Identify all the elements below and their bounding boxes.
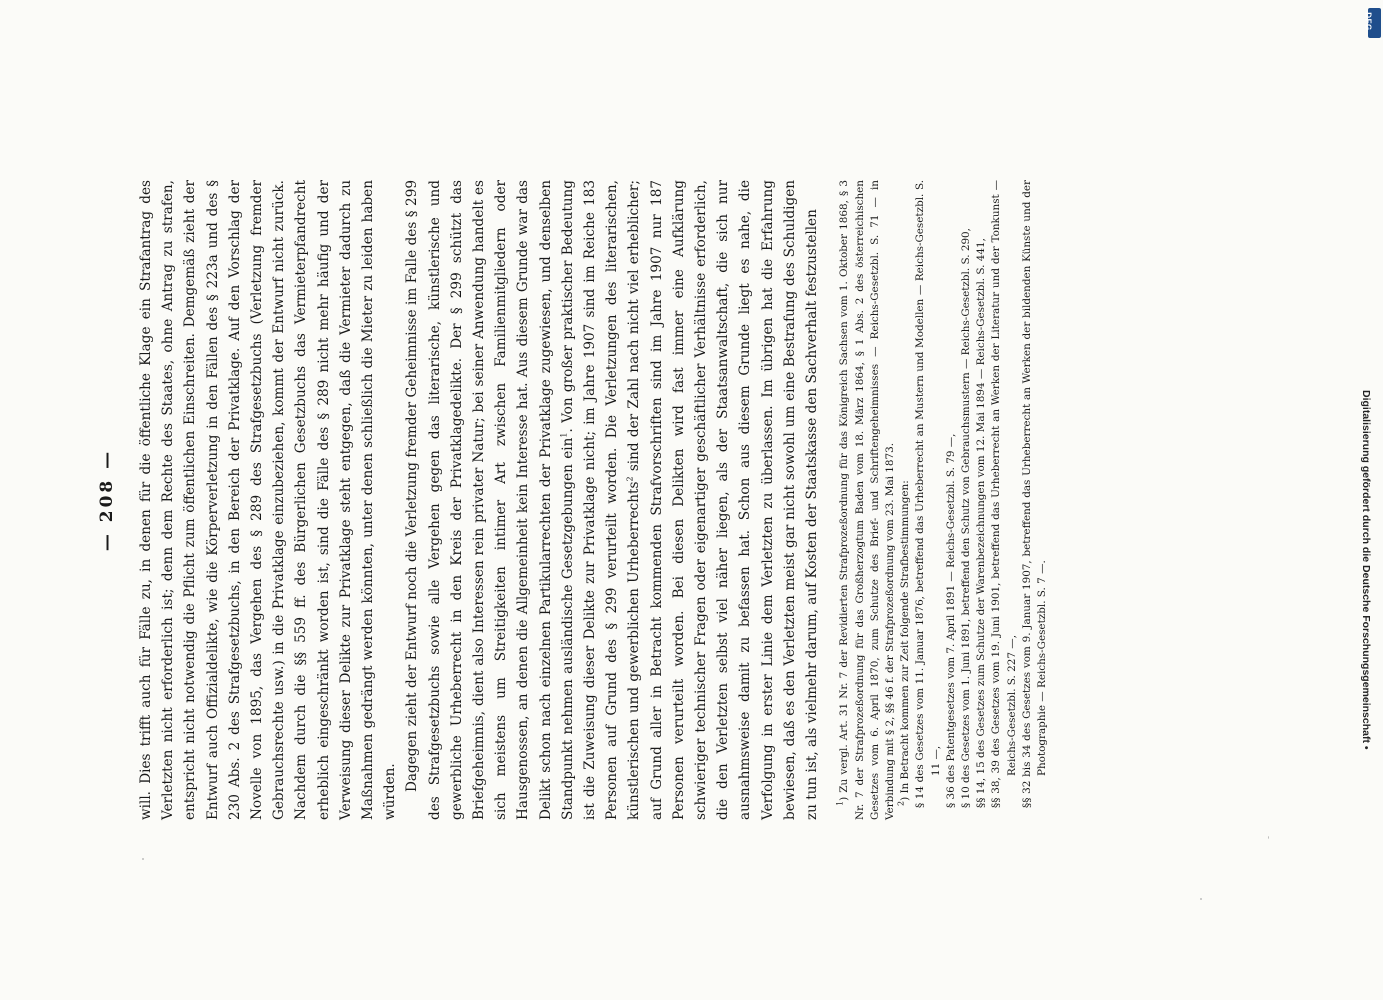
footnotes bbox=[837, 180, 1050, 820]
dfg-logo-text: DFG bbox=[1363, 12, 1373, 31]
footnote-2-item: § 14 des Gesetzes vom 11. Januar 1876, betreffend das Urheberrecht an Mustern und Modellen — Reichs-Gesetzbl. S. 11 —, bbox=[914, 180, 942, 808]
page-number: — 208 — bbox=[97, 448, 117, 552]
main-text bbox=[135, 180, 823, 820]
footnote-2-item: §§ 14, 15 des Gesetzes zum Schutze der Warenbezeichnungen vom 12. Mai 1894 — Reichs-Gesetzbl. S. 441, bbox=[975, 238, 988, 808]
paragraph-2-part-a: Dagegen zieht der Entwurf noch die Verletzung fremder Geheimnisse im Falle des § 299 des Strafgesetzbuchs sowie alle Vergehen gegen das literarische, künstlerische und gewerbliche Urheberrecht in den Kreis der Privatklagedelikte. Der § 299 schützt das Briefgeheimnis, dient also Interessen rein privater Natur; bei seiner Anwendung handelt es sich meistens um Streitigkeiten intimer Art zwischen Familienmitgliedern oder Hausgenossen, an denen die Allgemeinheit kein Interesse hat. Aus diesem Grunde war das Delikt schon nach einzelnen Partikularrechten der Privatklage zugewiesen, und denselben Standpunkt nehmen ausländische Gesetzgebungen ein bbox=[404, 180, 576, 820]
paragraph-2-part-c: sind der Zahl nach nicht viel erheblicher; auf Grund aller in Betracht kommenden Strafvorschriften sind im Jahre 1907 nur 187 Personen verurteilt worden. Bei diesen Delikten wird fast immer eine Aufklärung schwieriger technischer Fragen oder eigenartiger geschäftlicher Verhältnisse erforderlich, die den Verletzten selbst viel näher liegen, als der Staatsanwaltschaft, die sich nur ausnahmsweise damit zu befassen hat. Schon aus diesem Grunde liegt es nahe, die Verfolgung in erster Linie dem Verletzten zu überlassen. Im übrigen hat die Erfahrung bewiesen, daß es den Verletzten meist gar nicht sowohl um eine Bestrafung des Schuldigen zu tun ist, als vielmehr darum, auf Kosten der Staatskasse den Sachverhalt festzustellen bbox=[626, 180, 821, 820]
page-content bbox=[135, 180, 1050, 820]
scan-speck bbox=[142, 858, 144, 860]
scanned-page bbox=[97, 180, 1215, 820]
footnote-1-mark: 1 bbox=[835, 800, 845, 806]
footnote-2-item: §§ 38, 39 des Gesetzes vom 19. Juni 1901, betreffend das Urheberrecht an Werken der Literatur und der Tonkunst — Reichs-Gesetzbl. S. 227 —, bbox=[990, 180, 1018, 808]
digitization-credit bbox=[1360, 390, 1373, 750]
paragraph-2-part-b: . Von großer praktischer Bedeutung ist die Zuweisung dieser Delikte zur Privatklage nicht; im Jahre 1907 sind im Reiche 183 Personen auf Grund des § 299 verurteilt worden. Die Verletzungen des literarischen, künstlerischen und gewerblichen Urheberrechts bbox=[559, 180, 643, 820]
footnote-ref-2: 2 bbox=[625, 476, 635, 482]
digitization-credit-text: Digitalisierung gefördert durch die Deutsche Forschungsgemeinschaft • bbox=[1360, 390, 1372, 750]
footnote-ref-1: 1 bbox=[559, 432, 569, 438]
paragraph-1: will. Dies trifft auch für Fälle zu, in denen für die öffentliche Klage ein Strafantrag des Verletzten nicht erforderlich ist; denn dem Rechte des Staates, ohne Antrag zu strafen, entspricht nicht notwendig die Pflicht zum öffentlichen Einschreiten. Demgemäß zieht der Entwurf auch Offizialdelikte, wie die Körperverletzung in den Fällen des § 223a und des § 230 Abs. 2 des Strafgesetzbuchs, in den Bereich der Privatklage. Auf den Vorschlag der Novelle von 1895, das Vergehen des § 289 des Strafgesetzbuchs (Verletzung fremder Gebrauchsrechte usw.) in die Privatklage einzubeziehen, kommt der Entwurf nicht zurück. Nachdem durch die §§ 559 ff. des Bürgerlichen Gesetzbuchs das Vermieterpfandrecht erheblich eingeschränkt worden ist, sind die Fälle des § 289 nicht mehr häufig und der Verweisung dieser Delikte zur Privatklage steht entgegen, daß die Vermieter dadurch zu Maßnahmen gedrängt werden könnten, unter denen schließlich die Mieter zu leiden haben würden. bbox=[138, 180, 399, 820]
footnote-2-item: § 10 des Gesetzes vom 1. Juni 1891, betreffend den Schutz von Gebrauchsmustern — Reichs-Gesetzbl. S. 290, bbox=[959, 228, 972, 808]
paragraph-2 bbox=[401, 180, 823, 820]
footnote-2 bbox=[898, 180, 913, 820]
footnote-1 bbox=[837, 180, 898, 820]
footnote-2-item: §§ 32 bis 34 des Gesetzes vom 9. Januar 1907, betreffend das Urheberrecht an Werken der bildenden Künste und der Photographie — Reichs-Gesetzbl. S. 7 —. bbox=[1020, 180, 1048, 808]
dfg-logo bbox=[1363, 8, 1381, 38]
footnote-1-text: ) Zu vergl. Art. 31 Nr. 7 der Revidierten Strafprozeßordnung für das Königreich Sachsen vom 1. Oktober 1868, § 3 Nr. 7 der Strafprozeßordnung für das Großherzogtum Baden vom 18. März 1864, § 1 Abs. 2 des österreichischen Gesetzes vom 6. April 1870, zum Schutze des Brief- und Schriftengeheimnisses — Reichs-Gesetzbl. S. 71 — in Verbindung mit § 2, §§ 46 f. der Strafprozeßordnung vom 23. Mai 1873. bbox=[838, 180, 896, 820]
footnote-2-intro: ) In Betracht kommen zur Zeit folgende Strafbestimmungen: bbox=[899, 480, 912, 801]
footnote-2-mark: 2 bbox=[896, 800, 906, 806]
footnote-2-item: § 36 des Patentgesetzes vom 7. April 1891 — Reichs-Gesetzbl. S. 79 —, bbox=[944, 433, 957, 808]
scan-speck bbox=[1268, 836, 1269, 839]
scan-speck bbox=[1200, 898, 1202, 900]
